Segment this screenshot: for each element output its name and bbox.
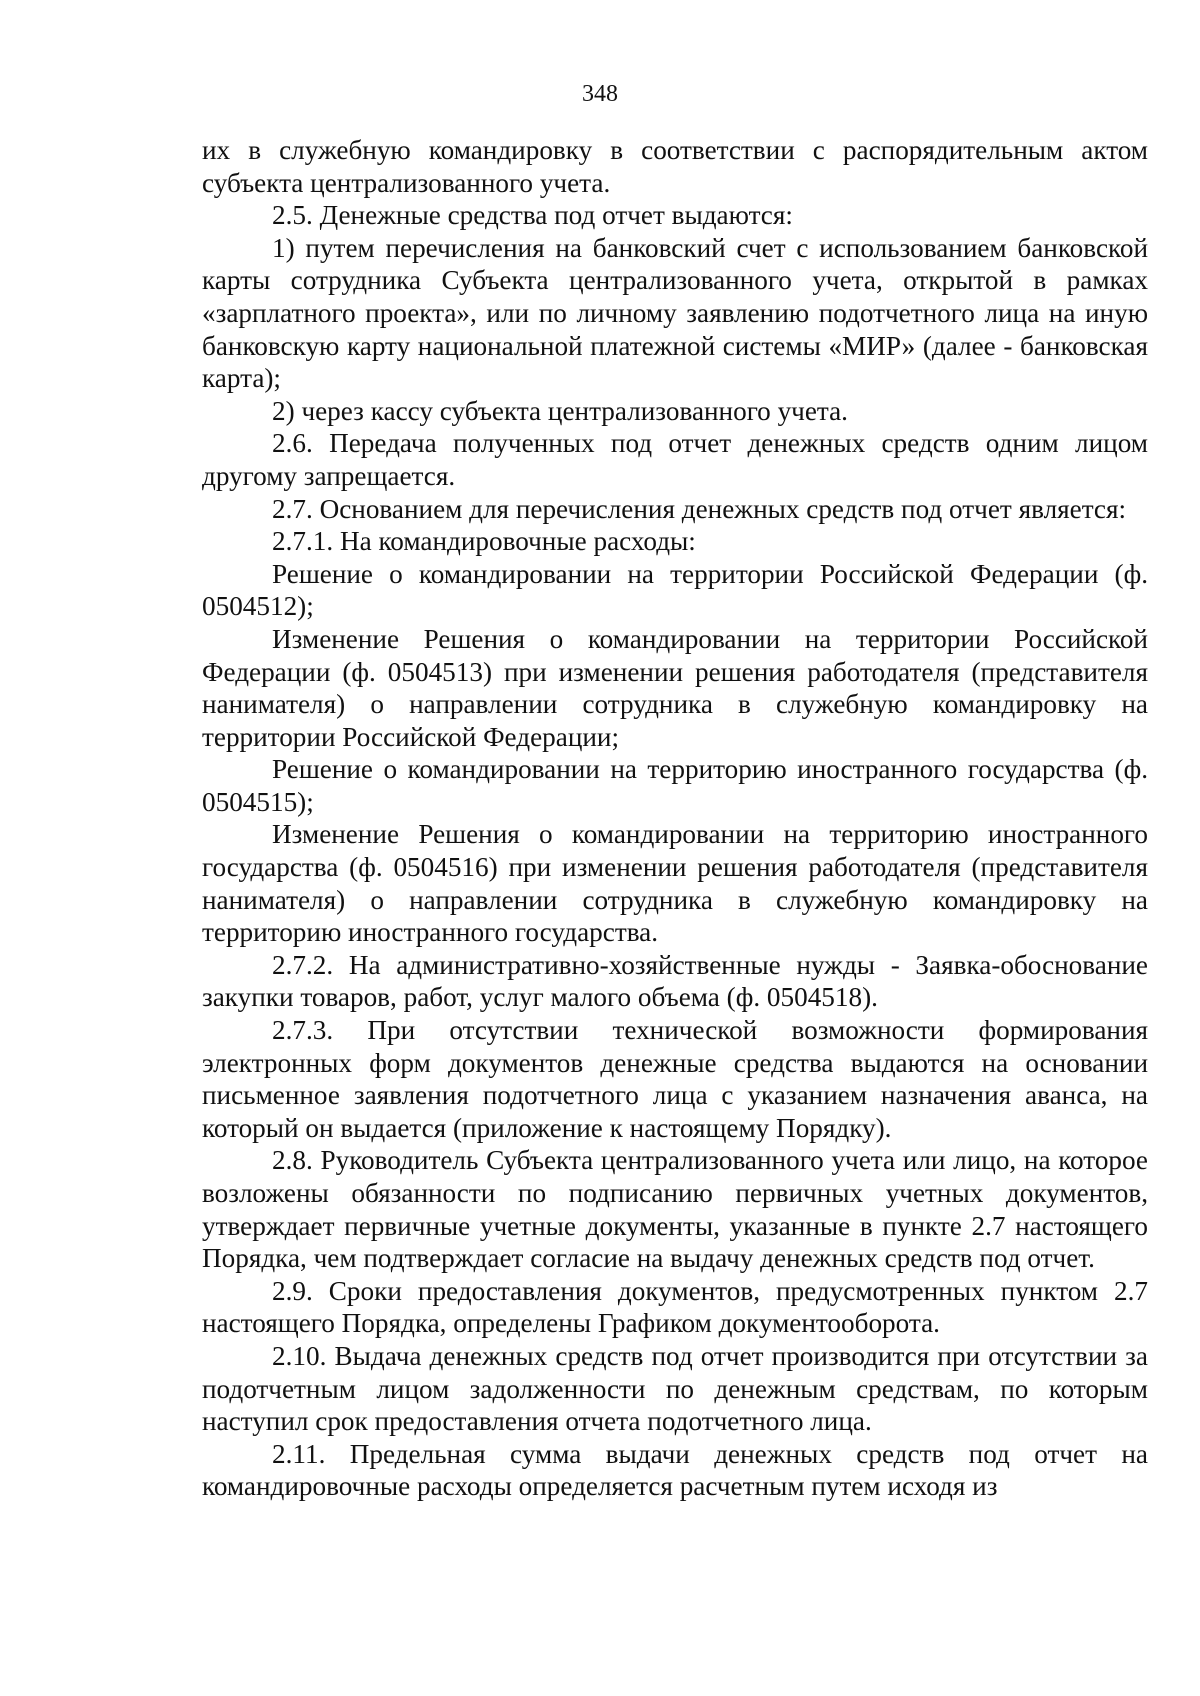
document-body <box>202 134 1148 1503</box>
paragraph-2-5: 2.5. Денежные средства под отчет выдаются: <box>272 200 793 231</box>
paragraph-2-7-1: 2.7.1. На командировочные расходы: <box>272 526 696 557</box>
page-number: 348 <box>582 81 618 107</box>
paragraph-form-0504515: Решение о командировании на территорию иностранного государства (ф. 0504515); <box>202 754 1148 817</box>
paragraph-2-5-item-1: 1) путем перечисления на банковский счет с использованием банковской карты сотрудника Субъекта централизованного учета, открытой в рамках «зарплатного проекта», или по личному заявлению подотчетного лица на иную банковскую карту национальной платежной системы «МИР» (далее - банковская карта); <box>202 232 1148 394</box>
paragraph-2-8: 2.8. Руководитель Субъекта централизованного учета или лицо, на которое возложены обязанности по подписанию первичных учетных документов, утверждает первичные учетные документы, указанные в пункте 2.7 настоящего Порядка, чем подтверждает согласие на выдачу денежных средств под отчет. <box>202 1145 1148 1274</box>
paragraph-continuation: их в служебную командировку в соответствии с распорядительным актом субъекта централизованного учета. <box>202 135 1148 198</box>
paragraph-2-11: 2.11. Предельная сумма выдачи денежных средств под отчет на командировочные расходы определяется расчетным путем исходя из <box>202 1438 1148 1502</box>
paragraph-2-10: 2.10. Выдача денежных средств под отчет производится при отсутствии за подотчетным лицом задолженности по денежным средствам, по которым наступил срок предоставления отчета подотчетного лица. <box>202 1340 1148 1437</box>
paragraph-2-9: 2.9. Сроки предоставления документов, предусмотренных пунктом 2.7 настоящего Порядка, определены Графиком документооборота. <box>202 1275 1148 1339</box>
paragraph-2-6: 2.6. Передача полученных под отчет денежных средств одним лицом другому запрещается. <box>202 428 1148 491</box>
paragraph-form-0504513: Изменение Решения о командировании на территории Российской Федерации (ф. 0504513) при изменении решения работодателя (представителя нанимателя) о направлении сотрудника в служебную командировку на территории Российской Федерации; <box>202 623 1148 752</box>
paragraph-2-7: 2.7. Основанием для перечисления денежных средств под отчет является: <box>272 493 1127 524</box>
paragraph-2-5-item-2: 2) через кассу субъекта централизованного учета. <box>272 395 848 426</box>
paragraph-2-7-3: 2.7.3. При отсутствии технической возможности формирования электронных форм документов денежные средства выдаются на основании письменное заявления подотчетного лица с указанием назначения аванса, на который он выдается (приложение к настоящему Порядку). <box>202 1015 1148 1143</box>
paragraph-2-7-2: 2.7.2. На административно-хозяйственные нужды - Заявка-обоснование закупки товаров, работ, услуг малого объема (ф. 0504518). <box>202 949 1148 1013</box>
paragraph-form-0504512: Решение о командировании на территории Российской Федерации (ф. 0504512); <box>202 558 1148 622</box>
paragraph-form-0504516: Изменение Решения о командировании на территорию иностранного государства (ф. 0504516) при изменении решения работодателя (представителя нанимателя) о направлении сотрудника в служебную командировку на территорию иностранного государства. <box>202 819 1148 948</box>
